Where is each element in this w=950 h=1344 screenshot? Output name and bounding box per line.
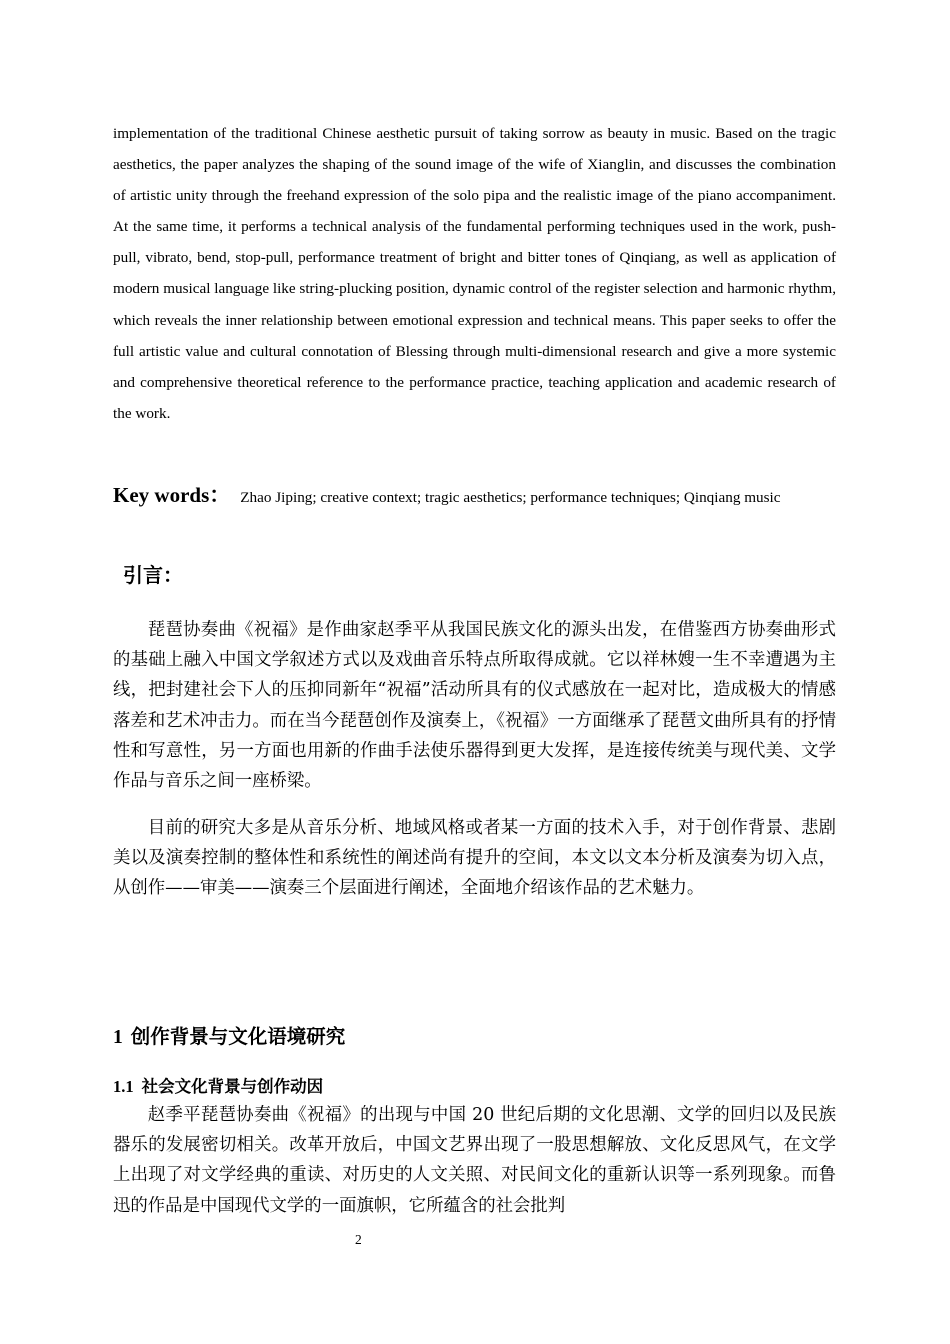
section-1-1-title: 社会文化背景与创作动因 — [141, 1077, 324, 1096]
abstract-english-paragraph: implementation of the traditional Chinese aesthetic pursuit of taking sorrow as beauty in music. Based on the tragic aesthetics, the paper analyzes the shaping of the sound image of the wife of Xianglin, and discusses the combination of artistic unity through the freehand expression of the solo pipa and the realistic image of the piano accompaniment. At the same time, it performs a technical analysis of the fundamental performing techniques used in the work, push-pull, vibrato, bend, stop-pull, performance treatment of bright and bitter tones of Qinqiang, as well as application of modern musical language like string-plucking position, dynamic control of the register selection and harmonic rhythm, which reveals the inner relationship between emotional expression and technical means. This paper seeks to offer the full artistic value and cultural connotation of Blessing through multi-dimensional research and give a more systemic and comprehensive theoretical reference to the performance practice, teaching application and academic research of the work. — [113, 125, 836, 422]
intro-heading: 引言： — [123, 563, 183, 587]
keywords-text: Zhao Jiping; creative context; tragic aesthetics; performance techniques; Qinqiang music — [240, 489, 781, 506]
section-1-heading — [113, 1022, 345, 1053]
keywords-line — [113, 484, 836, 509]
section-1-1-paragraph: 赵季平琵琶协奏曲《祝福》的出现与中国 20 世纪后期的文化思潮、文学的回归以及民族器乐的发展密切相关。改革开放后，中国文艺界出现了一股思想解放、文化反思风气，在文学上出现了对文学经典的重读、对历史的人文关照、对民间文化的重新认识等一系列现象。而鲁迅的作品是中国现代文学的一面旗帜，它所蕴含的社会批判 — [113, 1105, 836, 1216]
keywords-label: Key words： — [113, 483, 231, 507]
page-number: 2 — [355, 1232, 362, 1247]
section-1-title: 创作背景与文化语境研究 — [130, 1025, 346, 1048]
intro-paragraph-1: 琵琶协奏曲《祝福》是作曲家赵季平从我国民族文化的源头出发，在借鉴西方协奏曲形式的基础上融入中国文学叙述方式以及戏曲音乐特点所取得成就。它以祥林嫂一生不幸遭遇为主线，把封建社会下人的压抑同新年“祝福”活动所具有的仪式感放在一起对比，造成极大的情感落差和艺术冲击力。而在当今琵琶创作及演奏上，《祝福》一方面继承了琵琶文曲所具有的抒情性和写意性，另一方面也用新的作曲手法使乐器得到更大发挥，是连接传统美与现代美、文学作品与音乐之间一座桥梁。 — [113, 620, 836, 792]
section-1-1-heading — [113, 1074, 323, 1100]
section-1-number: 1 — [113, 1027, 123, 1048]
section-1-1-number: 1.1 — [113, 1077, 134, 1096]
intro-paragraph-2: 目前的研究大多是从音乐分析、地域风格或者某一方面的技术入手，对于创作背景、悲剧美以及演奏控制的整体性和系统性的阐述尚有提升的空间，本文以文本分析及演奏为切入点，从创作——审美——演奏三个层面进行阐述，全面地介绍该作品的艺术魅力。 — [113, 818, 836, 899]
